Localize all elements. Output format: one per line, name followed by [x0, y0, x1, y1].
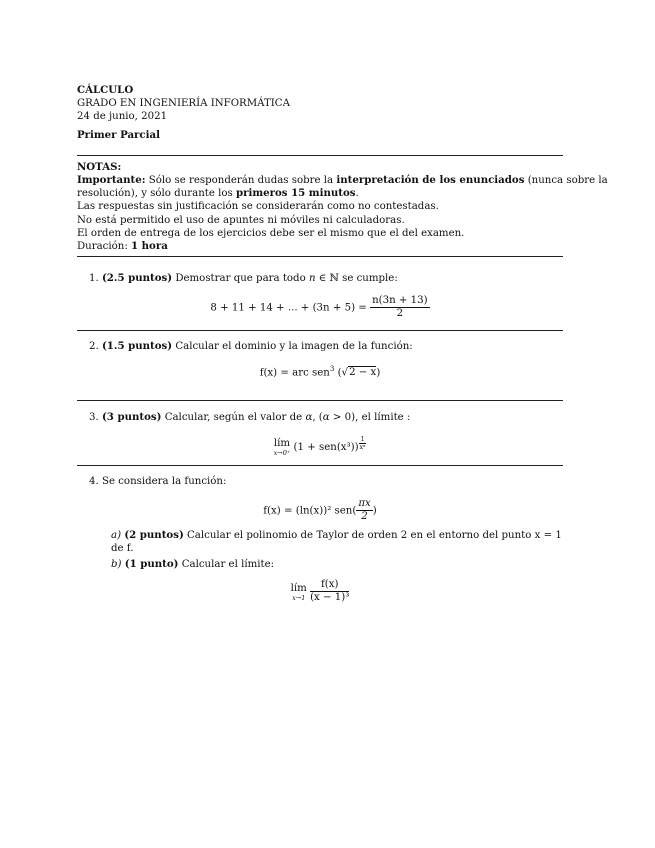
subquestion-label: a): [111, 529, 122, 541]
formula-lhs: 8 + 11 + 14 + ... + (3n + 5) =: [210, 302, 367, 314]
notes-line-4: No está permitido el uso de apuntes ni móviles ni calculadoras.: [77, 214, 405, 226]
question-2: [89, 340, 563, 353]
question-3-formula: [77, 436, 563, 457]
question-text: Se considera la función:: [101, 476, 227, 488]
limit-subscript: x→1: [292, 593, 306, 602]
formula-sqrt-arg: 2 − x: [349, 367, 377, 379]
question-number: 1.: [89, 273, 99, 285]
divider: [77, 155, 563, 156]
fraction-denominator: 2: [396, 308, 404, 320]
formula-fraction: [356, 498, 372, 523]
notes-text: Sólo se responderán dudas sobre la: [148, 175, 334, 187]
question-4a: [111, 529, 563, 555]
question-2-formula: f(x) = arc sen$^3$ (√2 − x): [259, 364, 381, 379]
exam-header: [77, 84, 563, 142]
notes-text: .: [355, 188, 359, 200]
divider: [77, 330, 563, 331]
notes-line-1: [77, 174, 608, 187]
question-points: (1.5 puntos): [101, 340, 173, 353]
question-4-formula: [77, 498, 563, 523]
question-4b-formula: [77, 579, 563, 604]
question-number: 4.: [89, 476, 99, 488]
question-text: ), el límite :: [351, 412, 411, 424]
question-3: 3. (3 puntos) Calcular, según el valor de α, (α > 0), el límite :: [89, 411, 411, 424]
notes-text: (nunca sobre la: [527, 175, 608, 187]
limit-label: lím: [290, 582, 307, 594]
degree-name: GRADO EN INGENIERÍA INFORMÁTICA: [77, 98, 290, 110]
course-title: CÁLCULO: [77, 84, 134, 96]
duration-label: Duración:: [77, 241, 128, 253]
exam-name: Primer Parcial: [77, 128, 160, 141]
formula-lhs: f(x) = arc sen: [259, 367, 330, 379]
question-points: (1 punto): [124, 558, 179, 571]
question-points: (2.5 puntos): [101, 272, 173, 285]
formula-rhs: ): [372, 505, 377, 517]
limit-expression: (1 + sen(x³)): [293, 442, 359, 454]
limit-subscript: x→0⁺: [273, 449, 291, 458]
notes-text: resolución), y sólo durante los: [77, 188, 233, 200]
fraction-denominator: (x − 1)³: [310, 592, 350, 604]
formula-fraction: [370, 295, 430, 320]
question-text: , (: [312, 412, 323, 424]
notes-section: [77, 160, 608, 253]
notes-emphasis: primeros 15 minutos: [236, 187, 356, 200]
question-text: Demostrar que para todo: [175, 273, 306, 285]
question-points: (3 puntos): [101, 411, 162, 424]
notes-line-2: [77, 187, 563, 200]
question-4b: [111, 558, 563, 571]
notes-emphasis: interpretación de los enunciados: [336, 174, 525, 187]
notes-line-5: El orden de entrega de los ejercicios debe ser el mismo que el del examen.: [77, 227, 465, 239]
notes-line-3: Las respuestas sin justificación se considerarán como no contestadas.: [77, 201, 439, 213]
important-label: Importante:: [77, 174, 146, 187]
exam-page: [77, 84, 608, 604]
fraction-numerator: f(x): [310, 579, 349, 592]
question-4: [89, 475, 563, 488]
question-text: Calcular, según el valor de: [164, 412, 303, 424]
limit-fraction: [310, 579, 349, 604]
fraction-numerator: πx: [358, 497, 371, 509]
notes-title: NOTAS:: [77, 160, 122, 173]
notes-duration: [77, 240, 563, 253]
duration-value: 1 hora: [131, 240, 168, 253]
formula-lhs: f(x) = (ln(x))² sen(: [263, 505, 357, 517]
question-1: [89, 272, 563, 285]
exponent-numerator: 1: [360, 436, 365, 444]
limit-operator: [291, 582, 307, 602]
question-1-statement: 1. (2.5 puntos) Demostrar que para todo n ∈ ℕ se cumple:: [89, 272, 398, 285]
question-points: (2 puntos): [124, 528, 184, 541]
question-number: 3.: [89, 412, 99, 424]
limit-label: lím: [273, 438, 291, 450]
question-number: 2.: [89, 341, 99, 353]
exam-date: 24 de junio, 2021: [77, 111, 168, 123]
question-text: Calcular el dominio y la imagen de la función:: [175, 341, 413, 353]
divider: [77, 465, 563, 466]
fraction-denominator: 2: [361, 510, 368, 522]
limit-operator: [274, 437, 291, 457]
question-1-formula: [77, 295, 563, 320]
divider: [77, 256, 563, 257]
divider: [77, 400, 563, 401]
question-text: se cumple:: [342, 273, 398, 285]
question-text: Calcular el límite:: [181, 559, 275, 571]
subquestion-label: b): [111, 559, 122, 571]
question-text: Calcular el polinomio de Taylor de orden 2 en el entorno del punto x = 1 de f.: [111, 529, 562, 554]
fraction-numerator: n(3n + 13): [372, 295, 428, 307]
exponent-denominator: xᵅ: [359, 444, 366, 452]
